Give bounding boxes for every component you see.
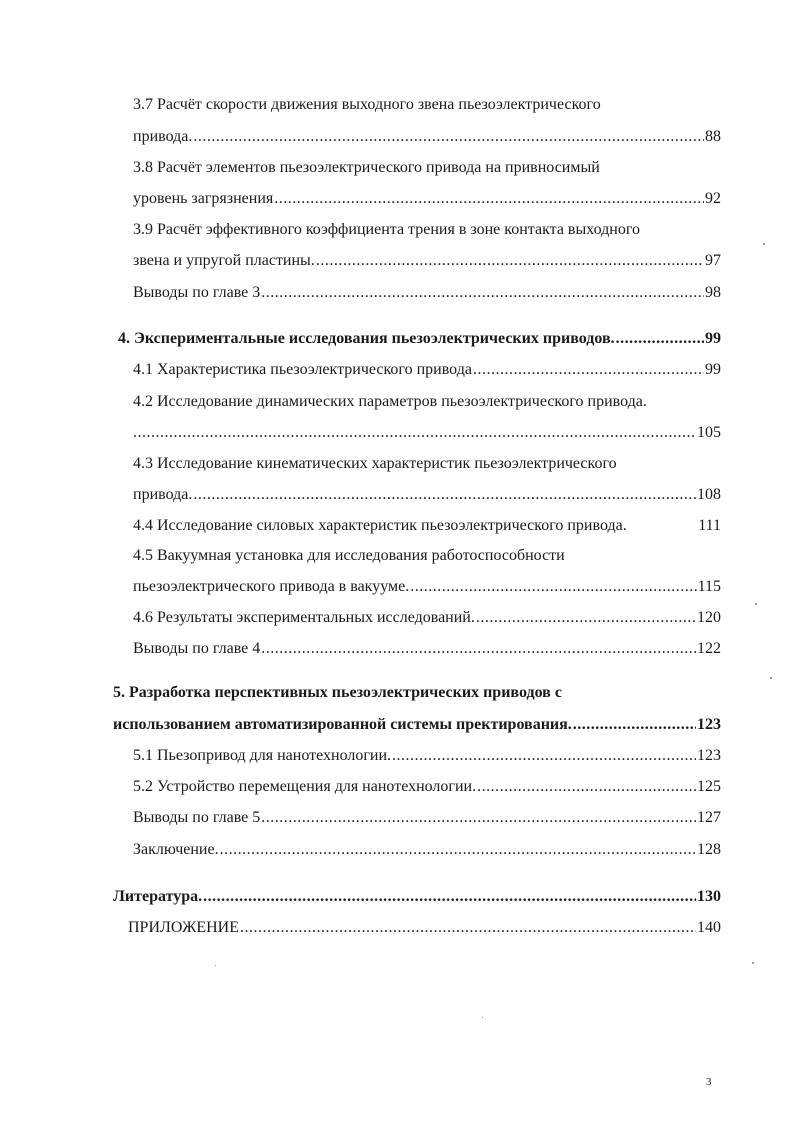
toc-page-number: 111 xyxy=(698,517,721,534)
toc-page-number: 128 xyxy=(697,841,721,858)
leader-dots xyxy=(261,639,696,659)
toc-entry-3-8-line1: 3.8 Расчёт элементов пьезоэлектрического привода на привносимый xyxy=(133,159,600,176)
toc-entry-3-7[interactable] xyxy=(133,127,721,147)
toc-entry-4-6[interactable] xyxy=(133,608,721,628)
leader-dots xyxy=(220,840,696,860)
toc-chapter-5[interactable] xyxy=(113,715,721,735)
leader-dots xyxy=(203,887,696,907)
toc-entry-text: 4.6 Результаты экспериментальных исследований. xyxy=(133,609,475,626)
toc-entry-text: звена и упругой пластины. xyxy=(133,252,315,269)
leader-dots xyxy=(573,715,696,735)
toc-entry-literature[interactable] xyxy=(113,887,721,907)
toc-page-number: 105 xyxy=(697,424,721,441)
toc-entry-5-2[interactable] xyxy=(133,777,721,797)
toc-page-number: 92 xyxy=(705,190,721,207)
toc-page-number: 98 xyxy=(705,284,721,301)
toc-entry-conclusions-3[interactable] xyxy=(133,283,721,303)
toc-page-number: 99 xyxy=(705,330,721,347)
leader-dots xyxy=(410,577,696,597)
toc-entry-text: привода. xyxy=(133,486,193,503)
leader-dots xyxy=(476,608,696,628)
toc-page-number: 130 xyxy=(697,888,721,905)
leader-dots xyxy=(274,189,704,209)
toc-page-number: 125 xyxy=(697,778,721,795)
leader-dots xyxy=(193,127,704,147)
toc-entry-4-1[interactable] xyxy=(133,360,721,380)
toc-page-number: 123 xyxy=(697,747,721,764)
toc-entry-text: Литература. xyxy=(113,888,203,905)
toc-entry-text: Заключение. xyxy=(133,841,219,858)
toc-entry-4-2[interactable] xyxy=(133,423,721,443)
leader-dots xyxy=(616,329,704,349)
toc-page-number: 123 xyxy=(697,716,721,733)
toc-entry-3-9-line1: 3.9 Расчёт эффективного коэффициента трения в зоне контакта выходного xyxy=(133,221,641,238)
leader-dots xyxy=(392,746,696,766)
toc-entry-conclusion[interactable] xyxy=(133,840,721,860)
toc-page-number: 127 xyxy=(697,809,721,826)
toc-entry-4-3-line1: 4.3 Исследование кинематических характеристик пьезоэлектрического xyxy=(133,455,617,472)
toc-entry-text: использованием автоматизированной системы пректирования. xyxy=(113,716,572,733)
toc-entry-3-7-line1: 3.7 Расчёт скорости движения выходного звена пьезоэлектрического xyxy=(133,96,601,113)
toc-page-number: 140 xyxy=(697,919,721,936)
toc-entry-5-1[interactable] xyxy=(133,746,721,766)
scan-speck xyxy=(763,243,765,245)
toc-entry-text: пьезоэлектрического привода в вакууме. xyxy=(133,578,410,595)
toc-entry-3-9[interactable] xyxy=(133,251,721,271)
toc-page-number: 115 xyxy=(697,578,721,595)
scan-speck xyxy=(215,965,216,966)
toc-entry-4-5-line1: 4.5 Вакуумная установка для исследования работоспособности xyxy=(133,547,565,564)
scan-speck xyxy=(482,1017,483,1018)
toc-entry-text: 4.4 Исследование силовых характеристик пьезоэлектрического привода. xyxy=(133,517,627,534)
toc-entry-4-2-line1: 4.2 Исследование динамических параметров пьезоэлектрического привода. xyxy=(133,393,647,410)
toc-entry-3-8[interactable] xyxy=(133,189,721,209)
leader-dots xyxy=(473,360,704,380)
toc-entry-conclusions-4[interactable] xyxy=(133,639,721,659)
toc-entry-text: привода. xyxy=(133,128,193,145)
toc-entry-text: 4.1 Характеристика пьезоэлектрического привода xyxy=(133,361,472,378)
leader-dots xyxy=(193,485,696,505)
toc-page-number: 88 xyxy=(705,128,721,145)
toc-entry-text: Выводы по главе 3 xyxy=(133,284,261,301)
toc-entry-text: 4. Экспериментальные исследования пьезоэлектрических приводов. xyxy=(118,330,615,347)
leader-dots xyxy=(133,423,696,443)
leader-dots xyxy=(477,777,696,797)
page-number: 3 xyxy=(706,1076,712,1088)
toc-page-number: 120 xyxy=(697,609,721,626)
leader-dots xyxy=(240,918,696,938)
toc-page-number: 97 xyxy=(705,252,721,269)
toc-entry-4-3[interactable] xyxy=(133,485,721,505)
toc-entry-conclusions-5[interactable] xyxy=(133,808,721,828)
toc-page-number: 108 xyxy=(697,486,721,503)
toc-chapter-5-line1: 5. Разработка перспективных пьезоэлектрических приводов с xyxy=(113,684,562,701)
leader-dots xyxy=(261,283,704,303)
toc-page-number: 122 xyxy=(697,640,721,657)
toc-page-number: 99 xyxy=(705,361,721,378)
scan-speck xyxy=(752,962,754,964)
leader-dots xyxy=(261,808,696,828)
toc-entry-text: 5.2 Устройство перемещения для нанотехнологии. xyxy=(133,778,477,795)
toc-entry-appendix[interactable] xyxy=(128,918,721,938)
leader-dots xyxy=(316,251,704,271)
toc-entry-text: Выводы по главе 5 xyxy=(133,809,261,826)
toc-entry-4-4[interactable] xyxy=(133,516,721,536)
toc-entry-text: ПРИЛОЖЕНИЕ xyxy=(128,919,240,936)
toc-entry-4-5[interactable] xyxy=(133,577,721,597)
scan-speck xyxy=(755,603,757,605)
toc-entry-text: Выводы по главе 4 xyxy=(133,640,261,657)
toc-chapter-4[interactable] xyxy=(118,329,721,349)
toc-entry-text: 5.1 Пьезопривод для нанотехнологии. xyxy=(133,747,392,764)
scan-speck xyxy=(770,677,772,679)
toc-entry-text: уровень загрязнения xyxy=(133,190,274,207)
